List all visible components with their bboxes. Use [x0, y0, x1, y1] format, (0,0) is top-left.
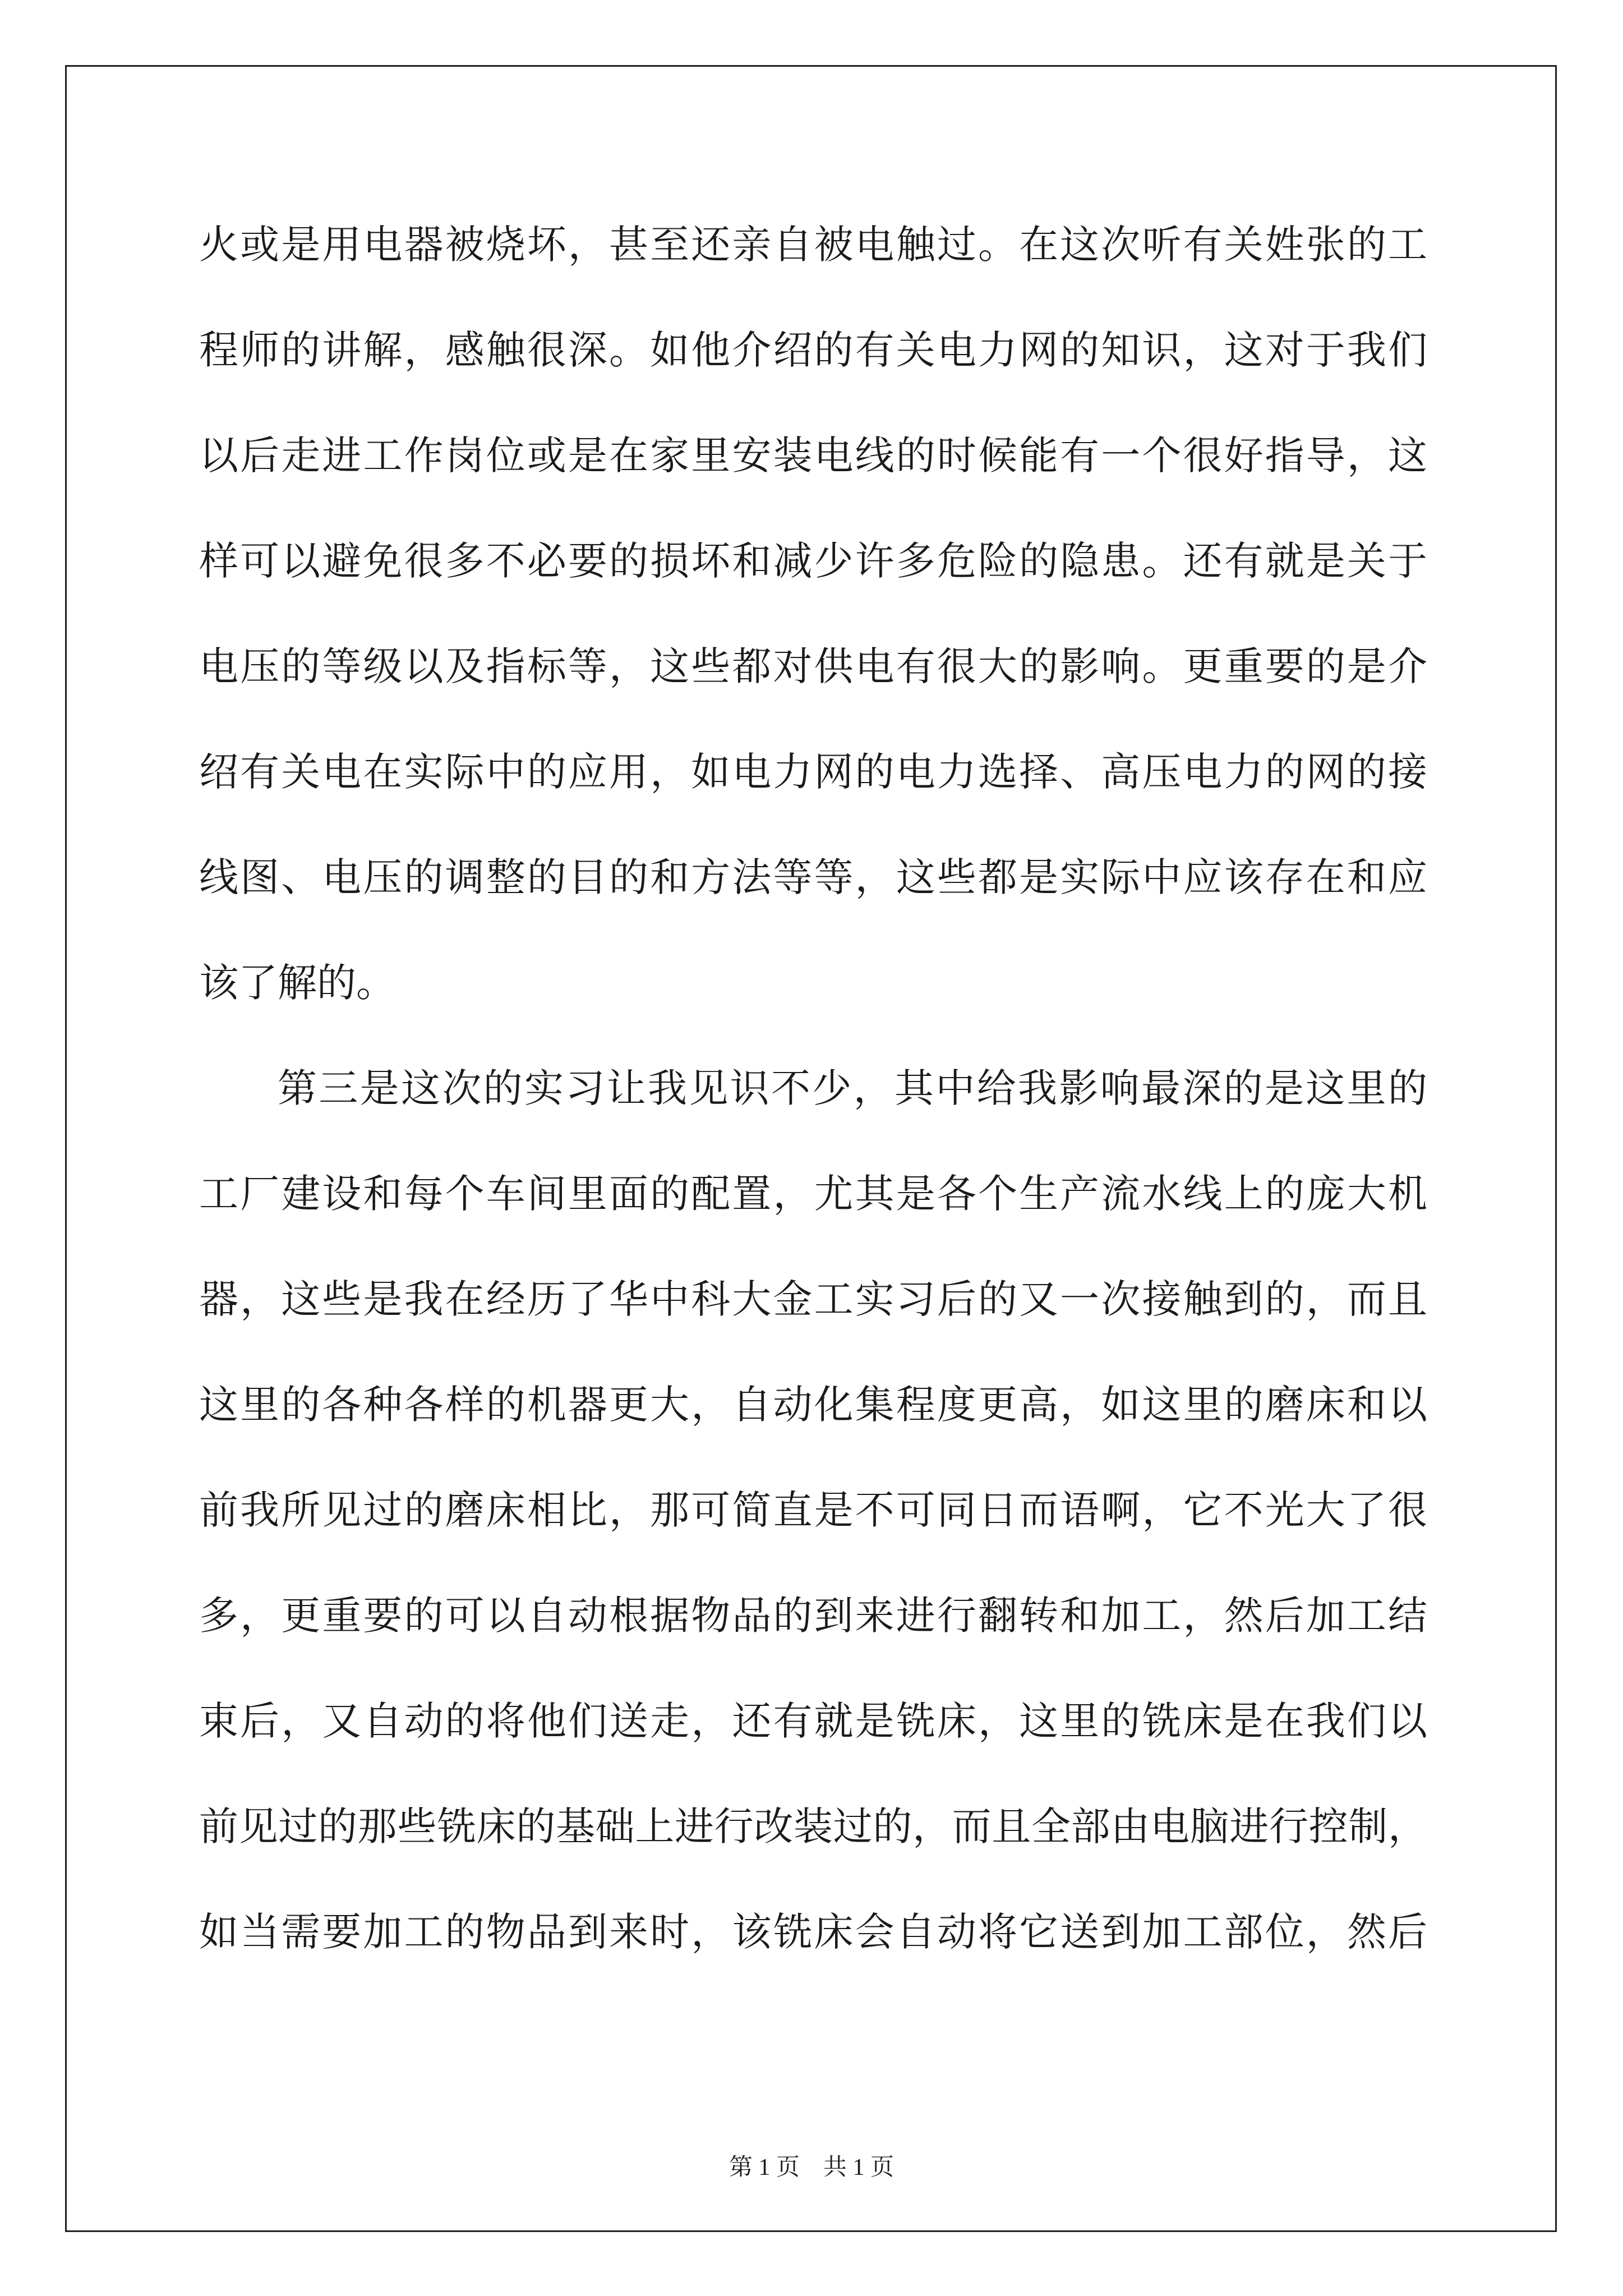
paragraph-line: 工厂建设和每个车间里面的配置，尤其是各个生产流水线上的庞大机 [199, 1171, 1427, 1217]
paragraph-line: 第三是这次的实习让我见识不少，其中给我影响最深的是这里的 [278, 1065, 1427, 1111]
page-footer: 第 1 页 共 1 页 [728, 2155, 894, 2180]
paragraph-line: 火或是用电器被烧坏，甚至还亲自被电触过。在这次听有关姓张的工 [199, 222, 1427, 268]
document-body [199, 218, 1427, 2010]
paragraph-line: 绍有关电在实际中的应用，如电力网的电力选择、高压电力的网的接 [199, 749, 1427, 795]
paragraph-line: 程师的讲解，感触很深。如他介绍的有关电力网的知识，这对于我们 [199, 327, 1427, 373]
paragraph-line: 样可以避免很多不必要的损坏和减少许多危险的隐患。还有就是关于 [199, 538, 1427, 584]
paragraph-line: 束后，又自动的将他们送走，还有就是铣床，这里的铣床是在我们以 [199, 1698, 1427, 1744]
paragraph-line: 电压的等级以及指标等，这些都对供电有很大的影响。更重要的是介 [199, 643, 1427, 689]
paragraph-line: 线图、电压的调整的目的和方法等等，这些都是实际中应该存在和应 [199, 854, 1427, 900]
paragraph-line: 以后走进工作岗位或是在家里安装电线的时候能有一个很好指导，这 [199, 432, 1427, 478]
paragraph-line: 器，这些是我在经历了华中科大金工实习后的又一次接触到的，而且 [199, 1276, 1427, 1322]
paragraph-line: 多，更重要的可以自动根据物品的到来进行翻转和加工，然后加工结 [199, 1593, 1427, 1639]
paragraph-line: 前见过的那些铣床的基础上进行改装过的，而且全部由电脑进行控制， [199, 1803, 1427, 1849]
paragraph-line: 前我所见过的磨床相比，那可简直是不可同日而语啊，它不光大了很 [199, 1487, 1427, 1533]
paragraph-line: 该了解的。 [199, 960, 395, 1006]
paragraph-line: 如当需要加工的物品到来时，该铣床会自动将它送到加工部位，然后 [199, 1909, 1427, 1955]
paragraph-line: 这里的各种各样的机器更大，自动化集程度更高，如这里的磨床和以 [199, 1382, 1427, 1428]
